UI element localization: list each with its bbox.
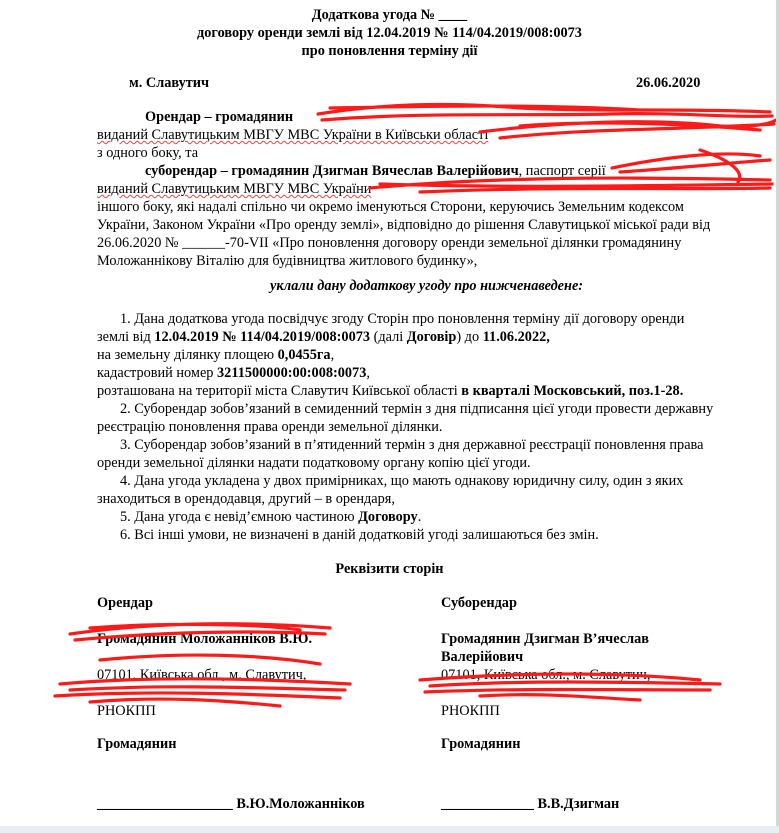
right-role: Суборендар xyxy=(441,595,517,611)
item-1-line-3 xyxy=(97,346,334,364)
item-1-line-5 xyxy=(97,382,683,400)
title-line-3: про поновлення терміну дії xyxy=(301,43,478,59)
item-4-line-1: 4. Дана угода укладена у двох примірниках, що мають однакову юридичну силу, один з яких xyxy=(120,473,684,489)
sublessee-lead-line xyxy=(145,162,606,180)
sublessee-line-3: іншого боку, які надалі спільно чи окремо іменуються Сторони, керуючись Земельним кодексом xyxy=(97,199,684,215)
right-address: 07101, Київська обл., м. Славутич, xyxy=(441,667,651,683)
item-1-cadastral-label: кадастровий номер xyxy=(97,365,218,381)
item-1-area-label: на земельну ділянку площею xyxy=(97,347,278,363)
item-5-dot: . xyxy=(417,509,422,525)
right-citizen: Громадянин xyxy=(441,736,521,752)
item-1-text-c: (далі xyxy=(370,329,407,345)
sublessee-lead: суборендар – громадянин Дзигман Вячеслав Валерійович xyxy=(145,163,519,179)
date: 26.06.2020 xyxy=(636,75,701,91)
right-rnokpp: РНОКПП xyxy=(441,703,500,719)
right-name-line-2: Валерійович xyxy=(441,649,524,665)
sublessee-passport: , паспорт серії xyxy=(518,163,606,179)
place: м. Славутич xyxy=(129,75,210,91)
item-1-location-text: розташована на території міста Славутич Київської області xyxy=(97,383,462,399)
item-2-line-1: 2. Суборендар зобов’язаний в семиденний термін з дня підписання цієї угоди провести державну xyxy=(120,401,714,417)
item-1-location-quarter: в кварталі Московський, поз.1-28. xyxy=(461,383,684,399)
item-5 xyxy=(120,508,421,526)
agreed-heading: уклали дану додаткову угоду про нижченаведене: xyxy=(270,278,584,294)
title-line-1: Додаткова угода № ____ xyxy=(311,7,468,23)
item-1-contract-label: Договір xyxy=(406,329,457,345)
item-1-text-a: землі від xyxy=(97,329,155,345)
right-name-line-1: Громадянин Дзигман В’ячеслав xyxy=(441,631,649,647)
landlord-issued: виданий Славутицьким МВГУ МВС України в Київськи області xyxy=(97,127,489,143)
redaction-sublessee-passport xyxy=(612,150,770,182)
title-line-2: договору оренди землі від 12.04.2019 № 114/04.2019/008:0073 xyxy=(197,25,582,41)
landlord-lead: Орендар – громадянин xyxy=(145,109,294,125)
sublessee-line-5: 26.06.2020 № ______-70-VII «Про поновлення договору оренди земельної ділянки громадянину xyxy=(97,235,682,251)
sublessee-issued: виданий Славутицьким МВГУ МВС України xyxy=(97,181,372,197)
item-1-text-e: ) до xyxy=(456,329,483,345)
item-5-contract: Договору xyxy=(358,509,418,525)
redaction-landlord-name xyxy=(318,105,772,120)
requisites-heading: Реквізити сторін xyxy=(335,561,444,577)
item-1-cadastral-comma: , xyxy=(366,365,370,381)
bottom-bar xyxy=(0,826,779,833)
item-6: 6. Всі інші умови, не визначені в даній додатковій угоді залишаються без змін. xyxy=(120,527,599,543)
left-rnokpp: РНОКПП xyxy=(97,703,156,719)
item-2-line-2: реєстрацію поновлення права оренди земельної ділянки. xyxy=(97,419,443,435)
item-3-line-2: оренди земельної ділянки надати податковому органу копію цієї угоди. xyxy=(97,455,531,471)
left-address: 07101, Київська обл., м. Славутич, xyxy=(97,667,307,683)
left-citizen: Громадянин xyxy=(97,736,177,752)
item-1-contract-number: 12.04.2019 № 114/04.2019/008:0073 xyxy=(154,329,371,345)
left-name: Громадянин Моложанніков В.Ю. xyxy=(97,631,313,647)
landlord-side: з одного боку, та xyxy=(97,145,199,161)
item-1-line-2 xyxy=(97,328,550,346)
left-role: Орендар xyxy=(97,595,153,611)
item-3-line-1: 3. Суборендар зобов’язаний в п’ятиденний термін з дня державної реєстрації поновлення права xyxy=(120,437,704,453)
item-1-line-1: 1. Дана додаткова угода посвідчує згоду Сторін про поновлення терміну дії договору оренди xyxy=(120,311,685,327)
item-1-area-comma: , xyxy=(330,347,335,363)
sublessee-line-6: Моложаннікову Віталію для будівництва житлового будинку», xyxy=(97,253,478,269)
left-signature: ___________________ В.Ю.Моложанніков xyxy=(97,796,365,812)
item-1-line-4 xyxy=(97,364,370,382)
item-4-line-2: знаходиться в орендодавця, другий – в орендаря, xyxy=(97,491,395,507)
right-signature: _____________ В.В.Дзигман xyxy=(441,796,620,812)
redaction-landlord-passport xyxy=(480,120,776,138)
item-1-area-value: 0,0455га xyxy=(277,347,331,363)
sublessee-line-4: України, Законом України «Про оренду землі», відповідно до рішення Славутицької міської ради від xyxy=(97,217,711,233)
item-5-text: 5. Дана угода є невід’ємною частиною xyxy=(120,509,359,525)
redaction-sublessee-issued xyxy=(370,178,772,192)
item-1-end-date: 11.06.2022, xyxy=(482,329,550,345)
item-1-cadastral-number: 3211500000:00:008:0073 xyxy=(217,365,367,381)
